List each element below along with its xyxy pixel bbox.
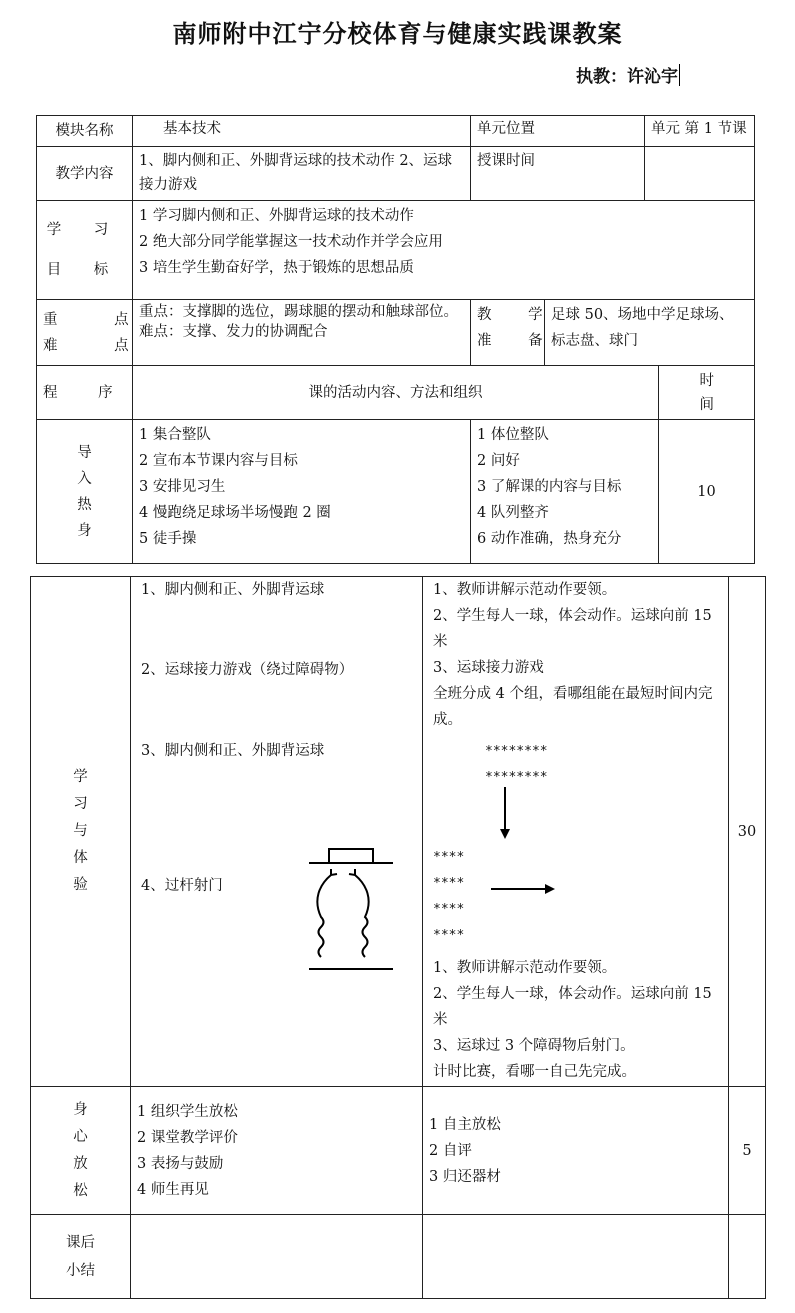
text-cursor [679, 64, 680, 86]
shooting-diagram [301, 845, 401, 975]
teacher-name: 执教：许沁宇 [576, 62, 680, 87]
lesson-info-table [36, 115, 755, 564]
goal-label: 学 习 目 标 [37, 201, 133, 300]
time-label: 授课时间 [471, 147, 645, 201]
content-value: 1、脚内侧和正、外脚背运球的技术动作 2、运球接力游戏 [133, 147, 471, 201]
module-label: 模块名称 [37, 116, 133, 147]
summary-minutes [729, 1215, 766, 1299]
hard-point: 难点：支撑、发力的协调配合 [139, 324, 328, 340]
relax-minutes: 5 [729, 1087, 766, 1215]
practice-minutes: 30 [729, 577, 766, 1087]
formation-left: **** **** **** **** [433, 850, 465, 943]
page-title: 南师附中江宁分校体育与健康实践课教案 [172, 20, 623, 48]
dribble-path-right [355, 875, 369, 957]
prep-value: 足球 50、场地中学足球场、标志盘、球门 [545, 300, 755, 366]
right-arrow-icon [491, 883, 555, 895]
prep-label: 教 学 准 备 [471, 300, 545, 366]
key-label: 重 点 难 点 [37, 300, 133, 366]
practice-content [131, 577, 423, 1087]
warmup-teacher-items: 1 集合整队 2 宣布本节课内容与目标 3 安排见习生 4 慢跑绕足球场半场慢跑 2 圈 5 徒手操 [133, 420, 471, 564]
warmup-minutes: 10 [659, 420, 755, 564]
arrow-head-icon [331, 869, 337, 875]
practice-item: 4、过杆射门 [141, 878, 223, 894]
goal-item: 3 培生学生勤奋好学，热于锻炼的思想品质 [139, 260, 414, 276]
practice-item: 1、脚内侧和正、外脚背运球 [141, 582, 325, 598]
org-text: 1、教师讲解示范动作要领。 2、学生每人一球，体会动作。运球向前 15 米 3、运球接力游戏 全班分成 4 个组，看哪组能在最短时间内完成。 [433, 582, 713, 728]
dribble-path-left [317, 875, 331, 957]
unit-label: 单元位置 [471, 116, 645, 147]
summary-label: 课后 小结 [31, 1215, 131, 1299]
time-column-header: 时间 [659, 366, 755, 420]
relax-student-items: 1 自主放松 2 自评 3 归还器材 [423, 1087, 729, 1215]
lesson-body-table [30, 576, 766, 1299]
summary-teacher [131, 1215, 423, 1299]
unit-value: 单元 第 1 节课 [645, 116, 755, 147]
practice-organization [423, 577, 729, 1087]
goal-item: 2 绝大部分同学能掌握这一技术动作并学会应用 [139, 234, 443, 250]
org-text-2: 1、教师讲解示范动作要领。 2、学生每人一球，体会动作。运球向前 15 米 3、运球过 3 个障碍物后射门。 计时比赛，看哪一自己先完成。 [433, 960, 712, 1080]
practice-item: 2、运球接力游戏（绕过障碍物） [141, 662, 354, 678]
procedure-label: 程 序 [37, 366, 133, 420]
goal-icon [329, 849, 373, 863]
key-difficulty-points [133, 300, 471, 366]
down-arrow-icon [499, 787, 511, 839]
module-value: 基本技术 [133, 116, 471, 147]
goal-item: 1 学习脚内侧和正、外脚背运球的技术动作 [139, 208, 414, 224]
goal-list [133, 201, 755, 300]
key-point: 重点：支撑脚的选位，踢球腿的摆动和触球部位。 [139, 304, 458, 320]
arrow-head-icon [349, 869, 355, 875]
warmup-student-items: 1 体位整队 2 问好 3 了解课的内容与目标 4 队列整齐 6 动作准确，热身充分 [471, 420, 659, 564]
warmup-label: 导 入 热 身 [37, 420, 133, 564]
summary-student [423, 1215, 729, 1299]
formation-top: ******** ******** [485, 744, 548, 785]
content-label: 教学内容 [37, 147, 133, 201]
time-value [645, 147, 755, 201]
relax-label: 身 心 放 松 [31, 1087, 131, 1215]
practice-item: 3、脚内侧和正、外脚背运球 [141, 743, 325, 759]
relax-teacher-items: 1 组织学生放松 2 课堂教学评价 3 表扬与鼓励 4 师生再见 [131, 1087, 423, 1215]
activity-header: 课的活动内容、方法和组织 [133, 366, 659, 420]
practice-label: 学 习 与 体 验 [31, 577, 131, 1087]
